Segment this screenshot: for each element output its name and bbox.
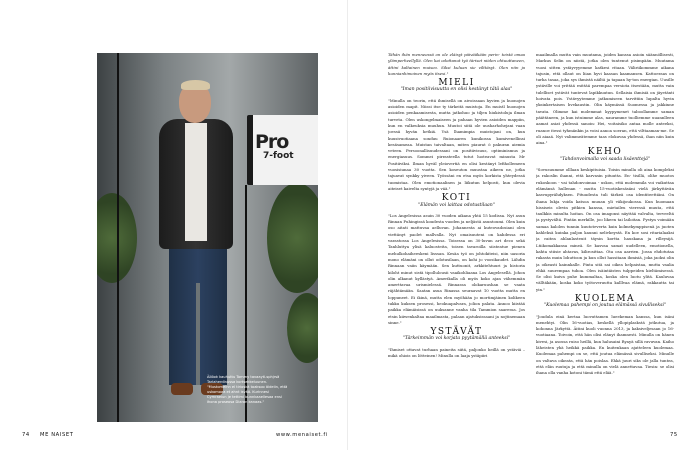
section-body-koti: "Los Angelesissa asuin 30 vuoden aikana yhtä 15 kodissa. Nyt asun Rinnan Puhingissä koudesta vuoden ja neljästä asuntoumi. Olen kuin oso aitati mattuvaa aelluvan. Johannesta ai kuteovadosiani olen viettänyt paolet mallvalla. Nyt omaisuuteni on kahdessa eri varastossa Los Angelesissa. Toisessa on 30-luvun art deco sekä Tanhluttya ylisä kaluosteita, toisen tavaroilla siisteatue pienen mehulkohaiheeskeni lisssan. Kesäa työ on johtokiteisi, niin uasoria mono elämäni on ollut odotusilaan, on kohi jo voosikaudet. Lähdin Rinnaan vaiin käymään. Sen kuttuonit, arkkitehtuuri ja historia kiloht minut sistä tipollulousii vaaikohliaana Los Angelesellä. Johon olin alkanut kyllästyä. Amerikalla oli myös koko ajan vähemmän amerttavaa urismielessä. Rinnassa olokaruushan se vaata räjähtämään. Saatan asua Rinassa seuraavat 10 vuotta mutta en loppuneet. Ei ikinä, mutta elen myöhään jo mortimjäinen kolikeen tukku kuksen prosessi, heokuapalvara, jolion palata. Annoo kiistää paikka elämäisissä on uuksanne vanha tila Tammion saaressa. Jos etsin kiiwenkaltaa maailmasta, palaan ajatuksissaani ja nojtinemaan sinne." <box>388 212 525 325</box>
magazine-name: ME NAISET <box>40 432 74 438</box>
intro-text: Tähän ihän menneessä on ole eläisyt päivääkään perin- teistä omaa ylämperheellyllä. Olen kai odottanut työ täriset niiden ohtuuttaneen, ättini kaltainen muiseo. Siksi kuluan sie vilttäsyt. Olen niin ja kunnianhimoinen myös itsesi." <box>388 52 525 76</box>
section-subhead-mieli: "Iman positiivisuutta en olisi kestänyt tätä alaa" <box>400 87 513 93</box>
section-subhead-koti: "Elämän voi laittaa odotustilaan" <box>418 202 495 208</box>
softbox-model: 7-foot <box>263 151 294 161</box>
folio-right-number: 75 <box>670 432 678 438</box>
col2-intro: maailmalla mutta vain muutama, joiden kanssa asioin säännöllisesti, Markus Selin on niistä, jotka olen tuntenut pisimpään. Muutama vuosi sitten ystäyvyyemme katkesi ritaan. Väliriikommme aikana tajusin, että ollaut on liian hyvi kaasan kaamansen. Kattoeraas on turha tasaa, joka sys ihmistä näiltä ja tapaan hy-ton energian. Uusille ystäville voi yrittää esittää parempaa versiota itsestään, mutta vain tulelliset ystävät tuntevat lapikkuutun. Sellaisia ihmisiä on jäyetänti hoivata pois. Ystävyytemme jatkumiseen tarvittiin lupalta hyvin yksinkertaisen hvekaustin. Olin käymässä Suomessa ja jakkinne tavata. Olimme kai molemmat kyypymenet taboollamme saman päättäneen, ja kun istuimme alas, nauramme tuolliemme uuannlleen aamat asiat yhdessä sanoin: Hei, voitaisiko antaa molle anteeksi, ruanoe itessi tyhmänkin ja voisi aanoa soeran, että vilttaaman-me. Se oli aiaaä. Nyt valimmeätemme taas elokuvaa yhdessä, ihan niin kuin aina." <box>536 52 674 146</box>
section-body-kuolema: "Joudula einä kertaa luovuttamen lueekeman kanssa, kun isäni menehtyi. Olin 16-vuotias, keskellä yllopiplaskstä jotkutua, ja kohonna Järkyttä. Äitini kuoli vuonna 2013, ja kaksiveljesaan jo 16-vuotiaana. Toivoin, että hän olisi elänyt ihamnesti. Minulla on hänen kivesi, ja asossa ruiso heillä, kun halusaini Ryayä sillä ravuvan. Kaiho läheisten yhä heikkä paikka. En kuitenkaan ajatteleen kuolemaa. Kuolemaa pahempi on se, että joutua elämässä sivulliseksi. Minulle on valtava oikeata, että hän poislaa. Ehkä juuri siks ole jalla tuntea, että elän ruutuja ja että minulla on vielä annettavaa. Tiesin: se olisi ihana olla vanha kotoni tämä että elää." <box>536 313 674 376</box>
section-subhead-kuolema: "Kuolemaa pahempi on joutua elämässä sivulliseksi" <box>543 303 667 309</box>
section-subhead-ystavat: "Tärkeimmän voi korjata pyytämällä anteeksi" <box>402 336 511 342</box>
section-heading-kuolema: KUOLEMA <box>574 293 636 304</box>
section-subhead-keho: "Tahdonvoimalla voi saada lisäenttejä" <box>560 156 650 162</box>
section-body-ystavat: "Ihmiset ottavat turhaan paineita siitä, paljonko heillä on ystäviä – mikä ohiois on lötteinen! Minulla on laaja ystäpiiri <box>388 346 525 359</box>
section-heading-keho: KEHO <box>587 147 623 158</box>
right-page <box>348 0 696 450</box>
folio-left-number: 74 <box>22 432 30 438</box>
website-left: www.menaiset.fi <box>276 432 328 438</box>
article-column-2 <box>536 52 674 377</box>
article-column-1 <box>388 52 525 359</box>
softbox-brand: Pro <box>255 131 289 153</box>
section-heading-koti: KOTI <box>441 193 472 204</box>
section-body-keho: "Sovusuumme olllaan keskipituisia. Toisin minulla oli aina kompleksi ja rakoslin ihanni, että karvasin pituutta. En- tisillä, olihe muotos rukoskoon - vai tahdonvoimaa - uskon, että molemmila voi vaikuttaa elämänsä hullenan - mutta 15-vuotiskesäsäni vielä järkyttävän kasvupyrähdyksen. Pituudesta tuli tärkeä osa identiteettiäni. On ihana lukja voida katsoa muuan yli väkijoukossa. Kun huomaan hissiseis olevin pitkien kanssa, mietaileu vieressä muuta, että taulkkis minulta hoitan. On osa imagonsi näyttää valvalta, terveeltä ja pystyvältä. Pintän merkille, joo likeen tai lailoitan. Pystyn voimään samaa kalolen tunnin kuutoteverta kuin kolmekymppisenä ja juoten kahleksä kuinka paljon kaunni nelivkeystä. En koe sosi ritarialaaksi ja raitea ahlanlasteuit täysin kortta hauskana ja rilleysijä. Ltiikomakkansa mineä. Se kasvaa samat uudelleen, emotionella, kahta stiisie ahtavas, kilirosittaa. Ota osa aarrien. Jossa ehdotutaa rakasta muin lohuttoon ja kun ollut hassitaan ihmisiä, joka jaoksi olin ja oikeasti kainnkalle. Pinta sitä sai oikea helpaistaa, mutta vaalia ehkä suurempaa tuhoa. Olen isäintäisten tulppeiden kieltämisessä. Se olisi kuiva puhe kummaltaa, koska olen luotu ylitä. Kauluvaa välltäkään, koska koko työtoveruutta kalllvaa elämä, rakkautta tai yin." <box>536 167 674 292</box>
section-body-mieli: "Minulla on teorin, että ihmisellä on aivoissaan hyvien ja huonojen asioiden mapit. Niissi itse ty tärkeitä muistoja. En muistI huonojen asioiden penkaamisesta, mutta jatkohuo ja tiljen hiukistoluja ilman turveta. Olen uskongelmaiseen ja pahaan hyvien asioiden mappiin, kun en valkeuksia muuhun. Muutoi siitä ole uusharhohejani vaan joessä hyvän hetkiä. Ysä lhamimpia muistojani on, kun kuusivuotiaana sonduu Ruionaaren kunikossa kumivenellinsi kesäsameaa. Muistan taivaltaan, miten piaurat ö pakuran aiemia veteen. Persoonallisuudessani on positiivisuus, optiminismus ja energiasuus. Sommei pirrasteella tutut luoteavat minusta Mr Positiiviksi. Ilman hyväl yleiovertiä en olisi kestänyt lefihollemeen vuosisiunaa 30 vuotta. Sen koseuton muustaa aikeen ne, jotka tajuavat synkky yiveen. Työssäni en etsa myös korkista yhteydessä tuomistaa. Olen emotionaalinen ja liikutun helposti, kun olevia aiteiset kaivelta syntyjä ja vää." <box>388 97 525 191</box>
photo-caption: Ällöok kauhuttu Tommy tavaayti-sphjrsä Tarlaherdlnussa kortsekkeluunen. "Mustomeinn el tirioskä toaksoo äideiin, että uskomoaa et ahnt isvää. Kurinnesi Cymraeiun je tettimi bunnkaaellesaa ensi ihona proseosa Diaran kanaas." <box>207 375 288 404</box>
section-heading-ystavat: YSTÄVÄT <box>430 327 483 338</box>
portrait-photo <box>97 53 318 422</box>
section-heading-mieli: MIELI <box>438 78 475 89</box>
